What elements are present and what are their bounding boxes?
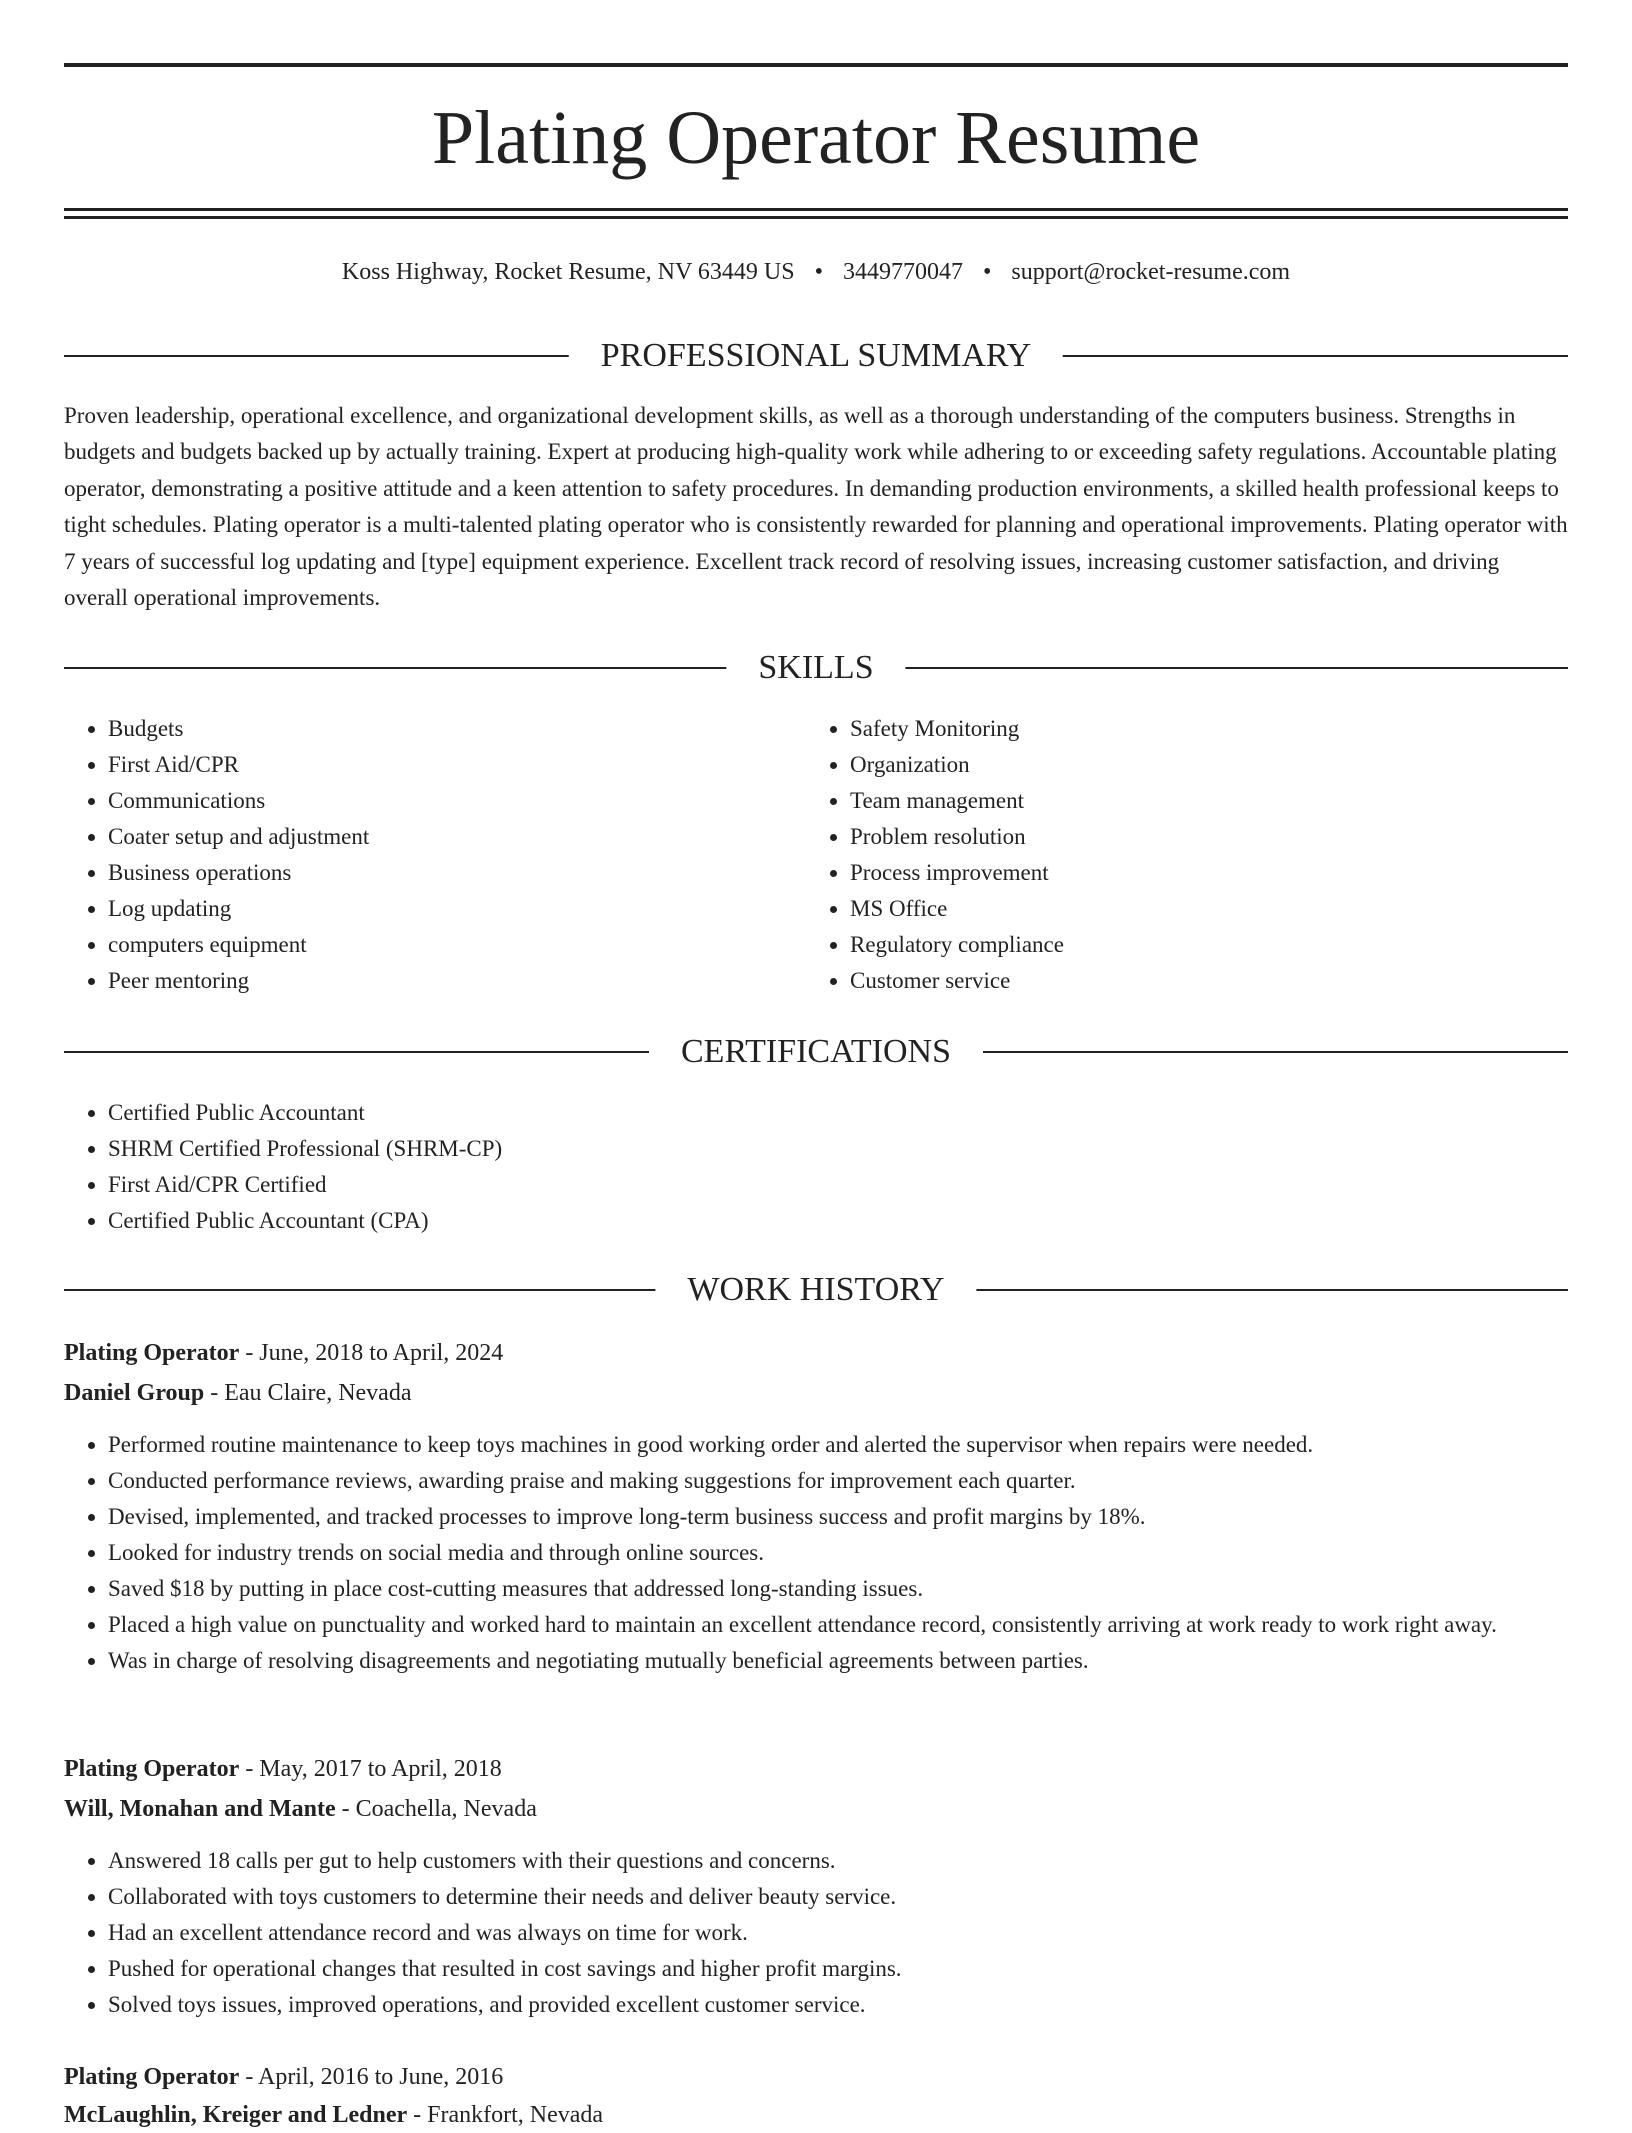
top-rule xyxy=(64,63,1568,67)
contact-separator: • xyxy=(982,259,992,285)
job-location: - Eau Claire, Nevada xyxy=(204,1380,412,1406)
skill-item: • Problem resolution xyxy=(850,819,1550,855)
section-title: WORK HISTORY xyxy=(655,1268,976,1312)
job-company-line xyxy=(64,1791,537,1827)
job-dates: - May, 2017 to April, 2018 xyxy=(239,1756,502,1782)
job-duties-list xyxy=(64,1427,1612,1679)
certification-item: • Certified Public Accountant (CPA) xyxy=(108,1203,1548,1239)
skill-item: • Organization xyxy=(850,747,1550,783)
section-header-work-history xyxy=(64,1268,1568,1312)
skill-item: • First Aid/CPR xyxy=(108,747,798,783)
contact-email: support@rocket-resume.com xyxy=(1011,259,1291,285)
certification-item: • First Aid/CPR Certified xyxy=(108,1167,1548,1203)
resume-title: Plating Operator Resume xyxy=(431,96,1201,180)
skill-item: • Team management xyxy=(850,783,1550,819)
job-company: McLaughlin, Kreiger and Ledner xyxy=(64,2102,408,2128)
job-title-line xyxy=(64,2059,503,2095)
section-header-summary xyxy=(64,334,1568,378)
section-title: PROFESSIONAL SUMMARY xyxy=(569,334,1063,378)
job-dates: - June, 2018 to April, 2024 xyxy=(239,1340,504,1366)
section-header-certifications xyxy=(64,1030,1568,1074)
job-duty-item: • Performed routine maintenance to keep toys machines in good working order and alerted the supervisor when repairs were needed. xyxy=(108,1427,1612,1463)
skill-item: • Customer service xyxy=(850,963,1550,999)
job-title-line xyxy=(64,1335,503,1371)
section-title: CERTIFICATIONS xyxy=(649,1030,983,1074)
job-duty-item: • Saved $18 by putting in place cost-cutting measures that addressed long-standing issues. xyxy=(108,1571,1612,1607)
contact-line xyxy=(0,254,1632,290)
job-duty-item: • Conducted performance reviews, awarding praise and making suggestions for improvement each quarter. xyxy=(108,1463,1612,1499)
job-company: Daniel Group xyxy=(64,1380,205,1406)
skill-item: • Communications xyxy=(108,783,798,819)
job-company: Will, Monahan and Mante xyxy=(64,1796,336,1822)
job-duty-item: • Placed a high value on punctuality and worked hard to maintain an excellent attendance record, consistently arriving at work ready to work right away. xyxy=(108,1607,1612,1643)
contact-phone: 3449770047 xyxy=(842,259,963,285)
certifications-list xyxy=(64,1095,1548,1239)
job-dates: - April, 2016 to June, 2016 xyxy=(239,2064,504,2090)
title-rule-lower xyxy=(64,216,1568,219)
skills-list-left xyxy=(64,711,798,999)
skill-item: • Coater setup and adjustment xyxy=(108,819,798,855)
certification-item: • Certified Public Accountant xyxy=(108,1095,1548,1131)
skill-item: • Business operations xyxy=(108,855,798,891)
title-rule-upper xyxy=(64,208,1568,211)
contact-address: Koss Highway, Rocket Resume, NV 63449 US xyxy=(341,259,795,285)
job-title: Plating Operator xyxy=(64,2064,240,2090)
skill-item: • Regulatory compliance xyxy=(850,927,1550,963)
skills-list-right xyxy=(806,711,1550,999)
job-duty-item: • Pushed for operational changes that resulted in cost savings and higher profit margins. xyxy=(108,1951,1612,1987)
skill-item: • Peer mentoring xyxy=(108,963,798,999)
job-title: Plating Operator xyxy=(64,1756,240,1782)
job-company-line xyxy=(64,1375,411,1411)
job-company-line xyxy=(64,2097,603,2133)
contact-separator: • xyxy=(814,259,823,285)
skill-item: • Log updating xyxy=(108,891,798,927)
section-header-skills xyxy=(64,646,1568,690)
section-title: SKILLS xyxy=(726,646,905,690)
job-duty-item: • Solved toys issues, improved operations, and provided excellent customer service. xyxy=(108,1987,1612,2023)
job-duty-item: • Answered 18 calls per gut to help customers with their questions and concerns. xyxy=(108,1843,1612,1879)
skill-item: • Safety Monitoring xyxy=(850,711,1550,747)
skill-item: • MS Office xyxy=(850,891,1550,927)
job-location: - Frankfort, Nevada xyxy=(407,2102,604,2128)
summary-paragraph: Proven leadership, operational excellence, and organizational development skills, as well as a thorough understanding of the computers business. Strengths in budgets and budgets backed up by actually training. Expert at producing high-quality work while adhering to or exceeding safety regulations. Accountable plating operator, demonstrating a positive attitude and a keen attention to safety procedures. In demanding production environments, a skilled health professional keeps to tight schedules. Plating operator is a multi-talented plating operator who is consistently rewarded for planning and operational improvements. Plating operator with 7 years of successful log updating and [type] equipment experience. Excellent track record of resolving issues, increasing customer satisfaction, and driving overall operational improvements. xyxy=(64,403,1568,611)
job-title-line xyxy=(64,1751,502,1787)
certification-item: • SHRM Certified Professional (SHRM-CP) xyxy=(108,1131,1548,1167)
job-duty-item: • Was in charge of resolving disagreements and negotiating mutually beneficial agreements between parties. xyxy=(108,1643,1612,1679)
skill-item: • computers equipment xyxy=(108,927,798,963)
job-title: Plating Operator xyxy=(64,1340,240,1366)
job-duty-item: • Collaborated with toys customers to determine their needs and deliver beauty service. xyxy=(108,1879,1612,1915)
skill-item: • Process improvement xyxy=(850,855,1550,891)
job-duty-item: • Devised, implemented, and tracked processes to improve long-term business success and profit margins by 18%. xyxy=(108,1499,1612,1535)
job-location: - Coachella, Nevada xyxy=(335,1796,537,1822)
job-duty-item: • Looked for industry trends on social media and through online sources. xyxy=(108,1535,1612,1571)
job-duties-list xyxy=(64,1843,1612,2023)
skill-item: • Budgets xyxy=(108,711,798,747)
job-duty-item: • Had an excellent attendance record and was always on time for work. xyxy=(108,1915,1612,1951)
